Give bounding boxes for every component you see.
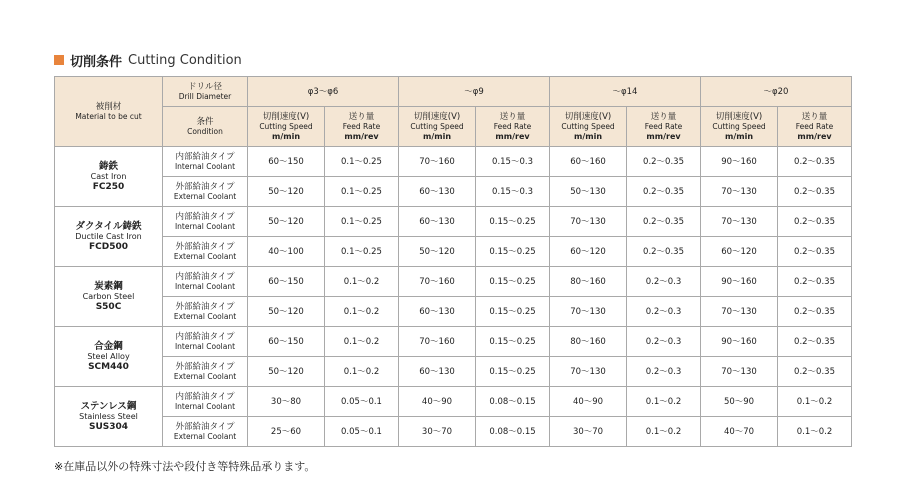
- cutting-speed-value: 60～150: [248, 327, 325, 357]
- feed-rate-header: [476, 107, 550, 147]
- feed-rate-value: 0.1～0.2: [627, 417, 701, 447]
- section-title-jp: 切削条件: [70, 54, 123, 70]
- feed-rate-value: 0.15～0.25: [476, 237, 550, 267]
- feed-rate-value: 0.2～0.35: [778, 267, 852, 297]
- coolant-type-en: External Coolant: [173, 191, 237, 201]
- cutting-speed-header: [701, 107, 778, 147]
- speed-header-jp: 切削速度(V): [413, 111, 461, 122]
- coolant-type-cell: [163, 327, 248, 357]
- cutting-speed-header: [399, 107, 476, 147]
- feed-rate-value: 0.2～0.3: [627, 327, 701, 357]
- feed-header-jp: 送り量: [801, 111, 828, 122]
- cutting-speed-value: 70～160: [399, 327, 476, 357]
- feed-rate-value: 0.15～0.25: [476, 207, 550, 237]
- coolant-type-jp: 外部給油タイプ: [175, 421, 235, 432]
- cutting-speed-value: 50～120: [248, 177, 325, 207]
- coolant-type-en: Internal Coolant: [174, 281, 236, 291]
- material-jp: 合金鋼: [94, 340, 123, 352]
- feed-rate-value: 0.2～0.3: [627, 267, 701, 297]
- feed-header-unit: mm/rev: [344, 131, 379, 141]
- feed-rate-value: 0.05～0.1: [325, 417, 399, 447]
- diameter-range: ～φ20: [701, 77, 852, 107]
- table-row: [55, 327, 852, 357]
- cutting-speed-value: 90～160: [701, 267, 778, 297]
- feed-rate-value: 0.2～0.35: [627, 177, 701, 207]
- material-jp: ダクタイル鋳鉄: [75, 220, 142, 232]
- cutting-speed-value: 50～120: [248, 357, 325, 387]
- feed-rate-value: 0.2～0.35: [778, 177, 852, 207]
- condition-header-jp: 条件: [196, 116, 214, 127]
- feed-rate-value: 0.15～0.3: [476, 147, 550, 177]
- feed-header-en: Feed Rate: [342, 121, 381, 131]
- coolant-type-en: External Coolant: [173, 311, 237, 321]
- cutting-speed-value: 80～160: [550, 327, 627, 357]
- coolant-type-cell: [163, 357, 248, 387]
- speed-header-en: Cutting Speed: [712, 121, 766, 131]
- cutting-speed-value: 30～70: [550, 417, 627, 447]
- table-row: [55, 147, 852, 177]
- table-row: [55, 267, 852, 297]
- feed-rate-value: 0.15～0.25: [476, 327, 550, 357]
- speed-header-unit: m/min: [574, 131, 603, 141]
- cutting-speed-value: 40～90: [550, 387, 627, 417]
- speed-header-unit: m/min: [422, 131, 452, 141]
- feed-rate-value: 0.15～0.25: [476, 297, 550, 327]
- cutting-condition-table: [54, 76, 852, 447]
- table-row: [55, 357, 852, 387]
- feed-rate-value: 0.1～0.2: [325, 267, 399, 297]
- table-row: [55, 177, 852, 207]
- feed-rate-value: 0.15～0.25: [476, 267, 550, 297]
- diameter-header: [163, 77, 248, 107]
- diameter-range: ～φ9: [399, 77, 550, 107]
- coolant-type-jp: 外部給油タイプ: [175, 361, 235, 372]
- material-header: [55, 77, 163, 147]
- material-code: FC250: [92, 181, 125, 192]
- cutting-speed-value: 70～130: [550, 357, 627, 387]
- cutting-speed-value: 90～160: [701, 147, 778, 177]
- cutting-speed-value: 70～160: [399, 267, 476, 297]
- speed-header-en: Cutting Speed: [410, 121, 464, 131]
- coolant-type-en: Internal Coolant: [174, 401, 236, 411]
- coolant-type-en: External Coolant: [173, 431, 237, 441]
- feed-rate-value: 0.2～0.35: [627, 207, 701, 237]
- feed-rate-value: 0.08～0.15: [476, 417, 550, 447]
- material-en: Stainless Steel: [79, 411, 138, 421]
- coolant-type-cell: [163, 237, 248, 267]
- feed-rate-value: 0.1～0.2: [778, 387, 852, 417]
- feed-rate-value: 0.15～0.3: [476, 177, 550, 207]
- cutting-speed-value: 60～150: [248, 267, 325, 297]
- speed-header-jp: 切削速度(V): [564, 111, 612, 122]
- footnote: ※在庫品以外の特殊寸法や段付き等特殊品承ります。: [54, 460, 316, 473]
- cutting-speed-value: 40～100: [248, 237, 325, 267]
- cutting-speed-value: 40～70: [701, 417, 778, 447]
- cutting-speed-header: [248, 107, 325, 147]
- feed-rate-value: 0.1～0.25: [325, 237, 399, 267]
- cutting-speed-value: 60～120: [701, 237, 778, 267]
- feed-rate-value: 0.2～0.35: [627, 237, 701, 267]
- speed-header-jp: 切削速度(V): [715, 111, 763, 122]
- speed-header-jp: 切削速度(V): [262, 111, 310, 122]
- feed-header-en: Feed Rate: [644, 121, 683, 131]
- feed-rate-value: 0.1～0.25: [325, 147, 399, 177]
- feed-rate-value: 0.05～0.1: [325, 387, 399, 417]
- coolant-type-cell: [163, 147, 248, 177]
- material-code: SUS304: [88, 421, 129, 432]
- diameter-header-jp: ドリル径: [187, 81, 222, 92]
- coolant-type-cell: [163, 267, 248, 297]
- feed-rate-value: 0.2～0.3: [627, 357, 701, 387]
- coolant-type-cell: [163, 297, 248, 327]
- speed-header-en: Cutting Speed: [259, 121, 313, 131]
- feed-rate-value: 0.2～0.35: [778, 237, 852, 267]
- feed-rate-value: 0.2～0.3: [627, 297, 701, 327]
- table-row: [55, 387, 852, 417]
- condition-header-en: Condition: [187, 126, 223, 136]
- coolant-type-jp: 内部給油タイプ: [175, 331, 235, 342]
- material-en: Carbon Steel: [82, 291, 135, 301]
- feed-rate-header: [627, 107, 701, 147]
- cutting-speed-value: 70～130: [701, 297, 778, 327]
- coolant-type-jp: 内部給油タイプ: [175, 211, 235, 222]
- cutting-speed-value: 40～90: [399, 387, 476, 417]
- cutting-speed-value: 50～120: [248, 297, 325, 327]
- diameter-range: ～φ14: [550, 77, 701, 107]
- feed-rate-value: 0.1～0.25: [325, 177, 399, 207]
- cutting-speed-value: 50～90: [701, 387, 778, 417]
- feed-rate-header: [778, 107, 852, 147]
- cutting-speed-value: 70～160: [399, 147, 476, 177]
- cutting-speed-value: 60～130: [399, 297, 476, 327]
- material-jp: ステンレス鋼: [80, 400, 137, 412]
- coolant-type-en: Internal Coolant: [174, 221, 236, 231]
- feed-rate-value: 0.2～0.35: [778, 207, 852, 237]
- material-en: Cast Iron: [90, 171, 127, 181]
- cutting-speed-value: 60～130: [399, 177, 476, 207]
- cutting-speed-value: 50～130: [550, 177, 627, 207]
- cutting-speed-value: 50～120: [399, 237, 476, 267]
- cutting-speed-value: 70～130: [701, 357, 778, 387]
- feed-rate-value: 0.1～0.2: [627, 387, 701, 417]
- material-cell: [55, 147, 163, 207]
- material-jp: 鋳鉄: [98, 160, 118, 172]
- cutting-speed-value: 70～130: [550, 207, 627, 237]
- coolant-type-jp: 外部給油タイプ: [175, 241, 235, 252]
- cutting-speed-value: 90～160: [701, 327, 778, 357]
- coolant-type-jp: 内部給油タイプ: [175, 151, 235, 162]
- feed-header-en: Feed Rate: [493, 121, 532, 131]
- feed-rate-value: 0.15～0.25: [476, 357, 550, 387]
- coolant-type-en: Internal Coolant: [174, 341, 236, 351]
- condition-header: [163, 107, 248, 147]
- feed-header-unit: mm/rev: [495, 131, 530, 141]
- coolant-type-jp: 内部給油タイプ: [175, 391, 235, 402]
- table-row: [55, 207, 852, 237]
- material-code: S50C: [95, 301, 122, 312]
- feed-header-unit: mm/rev: [797, 131, 832, 141]
- table-row: [55, 237, 852, 267]
- coolant-type-jp: 内部給油タイプ: [175, 271, 235, 282]
- feed-rate-value: 0.2～0.35: [778, 357, 852, 387]
- cutting-speed-value: 25～60: [248, 417, 325, 447]
- cutting-speed-value: 60～150: [248, 147, 325, 177]
- material-code: SCM440: [88, 361, 129, 372]
- feed-header-jp: 送り量: [499, 111, 526, 122]
- table-row: [55, 297, 852, 327]
- speed-header-unit: m/min: [271, 131, 301, 141]
- feed-rate-value: 0.2～0.35: [778, 147, 852, 177]
- coolant-type-cell: [163, 417, 248, 447]
- feed-rate-value: 0.1～0.2: [325, 327, 399, 357]
- cutting-speed-value: 60～130: [399, 207, 476, 237]
- coolant-type-jp: 外部給油タイプ: [175, 181, 235, 192]
- coolant-type-en: External Coolant: [173, 251, 237, 261]
- cutting-speed-header: [550, 107, 627, 147]
- feed-rate-value: 0.1～0.2: [778, 417, 852, 447]
- diameter-header-en: Drill Diameter: [178, 91, 232, 101]
- material-header-en: Material to be cut: [75, 111, 142, 121]
- material-en: Ductile Cast Iron: [75, 231, 142, 241]
- feed-rate-value: 0.2～0.35: [778, 327, 852, 357]
- feed-header-jp: 送り量: [650, 111, 677, 122]
- diameter-range: φ3～φ6: [248, 77, 399, 107]
- material-jp: 炭素鋼: [94, 280, 123, 292]
- section-title-en: Cutting Condition: [128, 52, 242, 68]
- material-cell: [55, 207, 163, 267]
- feed-header-en: Feed Rate: [795, 121, 834, 131]
- feed-rate-value: 0.1～0.2: [325, 357, 399, 387]
- speed-header-unit: m/min: [725, 131, 754, 141]
- cutting-speed-value: 30～70: [399, 417, 476, 447]
- feed-header-jp: 送り量: [348, 111, 375, 122]
- cutting-speed-value: 60～120: [550, 237, 627, 267]
- material-cell: [55, 387, 163, 447]
- coolant-type-cell: [163, 177, 248, 207]
- material-header-jp: 被削材: [95, 101, 122, 112]
- cutting-speed-value: 70～130: [550, 297, 627, 327]
- cutting-speed-value: 70～130: [701, 207, 778, 237]
- feed-rate-value: 0.2～0.35: [778, 297, 852, 327]
- feed-header-unit: mm/rev: [646, 131, 681, 141]
- feed-rate-value: 0.1～0.2: [325, 297, 399, 327]
- feed-rate-header: [325, 107, 399, 147]
- feed-rate-value: 0.1～0.25: [325, 207, 399, 237]
- material-en: Steel Alloy: [87, 351, 130, 361]
- coolant-type-jp: 外部給油タイプ: [175, 301, 235, 312]
- coolant-type-en: External Coolant: [173, 371, 237, 381]
- cutting-speed-value: 80～160: [550, 267, 627, 297]
- section-title: [54, 51, 242, 69]
- cutting-speed-value: 30～80: [248, 387, 325, 417]
- speed-header-en: Cutting Speed: [561, 121, 615, 131]
- coolant-type-cell: [163, 207, 248, 237]
- coolant-type-cell: [163, 387, 248, 417]
- cutting-speed-value: 60～160: [550, 147, 627, 177]
- feed-rate-value: 0.2～0.35: [627, 147, 701, 177]
- material-cell: [55, 267, 163, 327]
- cutting-speed-value: 70～130: [701, 177, 778, 207]
- feed-rate-value: 0.08～0.15: [476, 387, 550, 417]
- cutting-speed-value: 50～120: [248, 207, 325, 237]
- title-marker-icon: [54, 55, 64, 65]
- material-code: FCD500: [88, 241, 128, 252]
- coolant-type-en: Internal Coolant: [174, 161, 236, 171]
- material-cell: [55, 327, 163, 387]
- cutting-speed-value: 60～130: [399, 357, 476, 387]
- table-row: [55, 417, 852, 447]
